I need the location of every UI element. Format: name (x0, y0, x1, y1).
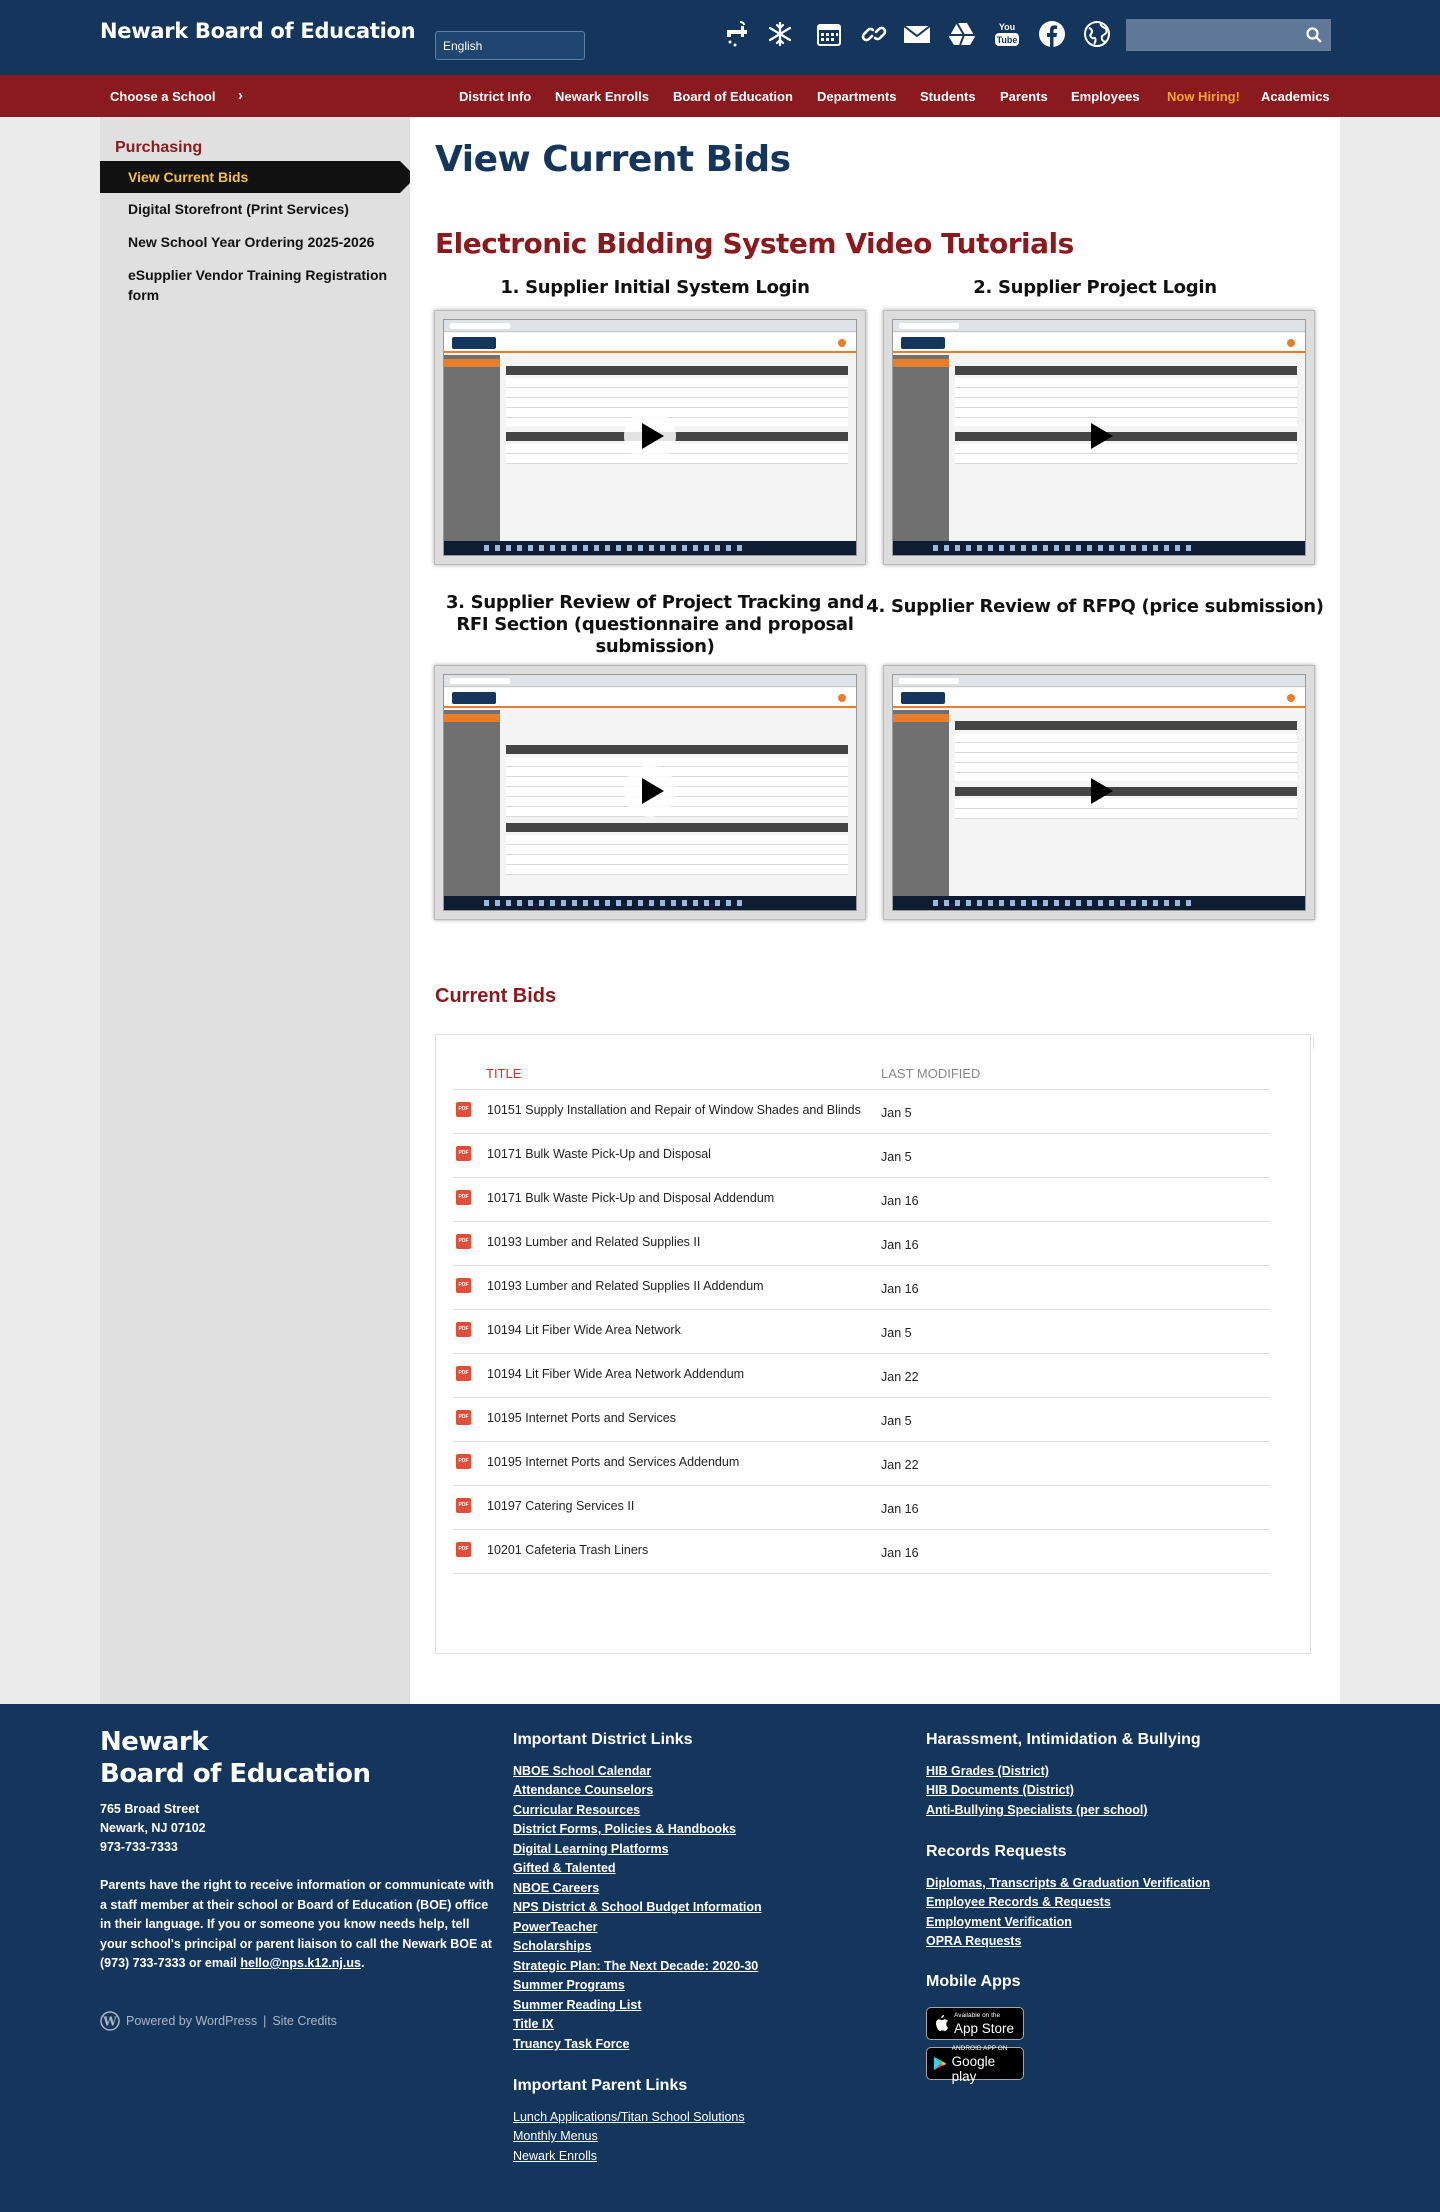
globe-icon[interactable] (1080, 17, 1114, 51)
footer-powered-by (100, 2011, 337, 2031)
footer-separator: | (263, 2014, 267, 2028)
app-store-badge[interactable] (926, 2007, 1024, 2040)
current-bids-heading: Current Bids (435, 985, 557, 1007)
nav-students[interactable]: Students (920, 89, 976, 104)
footer-link-attendance-counselors[interactable]: Attendance Counselors (513, 1783, 654, 1797)
play-icon[interactable] (1071, 408, 1127, 464)
footer-link-school-calendar[interactable]: NBOE School Calendar (513, 1764, 652, 1778)
play-icon[interactable] (622, 763, 678, 819)
footer-link-careers[interactable]: NBOE Careers (513, 1881, 600, 1895)
footer-language-notice: Parents have the right to receive information or communicate with a staff member at their school or Board of Education (BOE) office in their language. If you or someone you know needs help, tell your school's principal or parent liaison to call the Newark BOE at (973) 733-7333 or email hello@nps.k12.nj.us. (100, 1878, 494, 1970)
hib-heading: Harassment, Intimidation & Bullying (926, 1731, 1201, 1748)
bid-date: Jan 5 (881, 1326, 912, 1340)
table-row[interactable] (453, 1354, 1270, 1398)
sidebar (100, 117, 410, 1704)
footer-link-diplomas[interactable]: Diplomas, Transcripts & Graduation Verification (926, 1876, 1211, 1890)
footer-link-opra[interactable]: OPRA Requests (926, 1934, 1022, 1948)
play-icon[interactable] (622, 408, 678, 464)
bid-date: Jan 16 (881, 1194, 919, 1208)
sidebar-item-esupplier-training[interactable]: eSupplier Vendor Training Registration form (128, 267, 388, 303)
tutorials-heading: Electronic Bidding System Video Tutorials (435, 227, 1074, 260)
site-credits-link[interactable]: Site Credits (272, 2014, 337, 2028)
google-play-big-text: Google play (951, 2053, 996, 2084)
footer-link-monthly-menus[interactable]: Monthly Menus (513, 2129, 598, 2143)
language-select[interactable]: English (435, 31, 585, 60)
play-icon[interactable] (1071, 763, 1127, 819)
pdf-icon: PDF (456, 1234, 471, 1249)
bid-date: Jan 22 (881, 1370, 919, 1384)
bid-date: Jan 16 (881, 1502, 919, 1516)
footer-email-link[interactable]: hello@nps.k12.nj.us (240, 1956, 361, 1970)
google-drive-icon[interactable] (945, 17, 979, 51)
footer-link-curricular-resources[interactable]: Curricular Resources (513, 1803, 641, 1817)
table-row[interactable] (453, 1398, 1270, 1442)
footer-link-newark-enrolls[interactable]: Newark Enrolls (513, 2149, 598, 2163)
link-icon[interactable] (857, 17, 891, 51)
footer-link-hib-documents[interactable]: HIB Documents (District) (926, 1783, 1074, 1797)
bid-title-link[interactable]: 10171 Bulk Waste Pick-Up and Disposal (487, 1147, 711, 1161)
youtube-icon[interactable] (990, 17, 1024, 51)
footer-link-digital-learning[interactable]: Digital Learning Platforms (513, 1842, 669, 1856)
svg-text:Tube: Tube (996, 35, 1018, 45)
table-row[interactable] (453, 1134, 1270, 1178)
footer-link-district-forms[interactable]: District Forms, Policies & Handbooks (513, 1822, 736, 1836)
video-title-2: 2. Supplier Project Login (973, 277, 1217, 298)
table-row[interactable] (453, 1486, 1270, 1530)
records-heading: Records Requests (926, 1843, 1067, 1860)
column-header-last-modified[interactable]: LAST MODIFIED (881, 1066, 981, 1081)
footer-link-employment-verification[interactable]: Employment Verification (926, 1915, 1072, 1929)
footer-link-anti-bullying[interactable]: Anti-Bullying Specialists (per school) (926, 1803, 1148, 1817)
sidebar-item-view-current-bids[interactable]: View Current Bids (100, 161, 400, 193)
app-store-big-text: App Store (954, 2021, 1015, 2036)
district-links-heading: Important District Links (513, 1731, 693, 1748)
pdf-icon: PDF (456, 1278, 471, 1293)
mail-icon[interactable] (900, 17, 934, 51)
nav-board-of-education[interactable]: Board of Education (673, 89, 793, 104)
pdf-icon: PDF (456, 1102, 471, 1117)
apple-icon (933, 2014, 949, 2033)
google-play-icon (933, 2055, 947, 2072)
video-thumbnail (892, 319, 1306, 556)
snowflake-icon[interactable] (763, 17, 797, 51)
nav-departments[interactable]: Departments (817, 89, 897, 104)
footer-link-employee-records[interactable]: Employee Records & Requests (926, 1895, 1111, 1909)
google-play-badge[interactable] (926, 2044, 1024, 2084)
table-row[interactable] (453, 1090, 1270, 1134)
table-row[interactable] (453, 1178, 1270, 1222)
parent-links-heading: Important Parent Links (513, 2077, 688, 2094)
footer-link-truancy[interactable]: Truancy Task Force (513, 2037, 630, 2051)
main-nav (0, 75, 1440, 117)
bid-title-link[interactable]: 10195 Internet Ports and Services (487, 1411, 677, 1425)
table-row[interactable] (453, 1222, 1270, 1266)
site-logo[interactable]: Newark Board of Education (100, 19, 416, 43)
footer-phone: 973-733-7333 (100, 1840, 178, 1854)
video-player-3[interactable] (434, 665, 866, 920)
mobile-apps-heading: Mobile Apps (926, 1973, 1021, 1990)
table-row[interactable] (453, 1442, 1270, 1486)
nav-parents[interactable]: Parents (1000, 89, 1048, 104)
bid-title-link[interactable]: 10201 Cafeteria Trash Liners (487, 1543, 649, 1557)
app-store-small-text: Available on the (954, 2012, 1001, 2019)
bid-date: Jan 22 (881, 1458, 919, 1472)
wordpress-icon[interactable] (100, 2011, 120, 2031)
chevron-right-icon[interactable]: › (238, 87, 243, 104)
nav-newark-enrolls[interactable]: Newark Enrolls (555, 89, 649, 104)
footer-link-title-ix[interactable]: Title IX (513, 2017, 554, 2031)
sidebar-item-digital-storefront[interactable]: Digital Storefront (Print Services) (128, 201, 349, 217)
video-thumbnail (443, 674, 857, 911)
nav-now-hiring[interactable]: Now Hiring! (1167, 89, 1240, 104)
bid-title-link[interactable]: 10193 Lumber and Related Supplies II Addendum (487, 1279, 764, 1293)
bid-date: Jan 5 (881, 1106, 912, 1120)
pdf-icon: PDF (456, 1366, 471, 1381)
pdf-icon: PDF (456, 1146, 471, 1161)
nav-district-info[interactable]: District Info (459, 89, 532, 104)
footer-logo[interactable] (100, 1726, 371, 1790)
footer-link-budget[interactable]: NPS District & School Budget Information (513, 1900, 762, 1914)
sidebar-item-new-school-year-ordering[interactable]: New School Year Ordering 2025-2026 (128, 234, 375, 250)
bid-date: Jan 16 (881, 1282, 919, 1296)
table-row[interactable] (453, 1310, 1270, 1354)
bid-title-link[interactable]: 10151 Supply Installation and Repair of Window Shades and Blinds (487, 1103, 861, 1117)
powered-by-wordpress-link[interactable]: Powered by WordPress (126, 2014, 258, 2028)
bid-title-link[interactable]: 10197 Catering Services II (487, 1499, 635, 1513)
choose-school-button[interactable]: Choose a School (110, 89, 216, 104)
pdf-icon: PDF (456, 1410, 471, 1425)
pdf-icon: PDF (456, 1498, 471, 1513)
video-player-1[interactable] (434, 310, 866, 565)
footer-address-street: 765 Broad Street (100, 1802, 200, 1816)
column-header-title[interactable]: TITLE (486, 1066, 522, 1081)
bid-title-link[interactable]: 10194 Lit Fiber Wide Area Network (487, 1323, 681, 1337)
video-title-3: 3. Supplier Review of Project Tracking and RFI Section (questionnaire and proposal submission) (445, 592, 865, 657)
footer-link-scholarships[interactable]: Scholarships (513, 1939, 592, 1953)
search-icon[interactable] (1297, 19, 1331, 51)
bid-date: Jan 5 (881, 1414, 912, 1428)
calendar-icon[interactable] (812, 17, 846, 51)
bid-date: Jan 5 (881, 1150, 912, 1164)
video-thumbnail (443, 319, 857, 556)
nav-academics[interactable]: Academics (1261, 89, 1330, 104)
footer-logo-line1: Newark (100, 1727, 209, 1757)
bid-date: Jan 16 (881, 1546, 919, 1560)
bid-title-link[interactable]: 10195 Internet Ports and Services Addendum (487, 1455, 740, 1469)
video-player-2[interactable] (883, 310, 1315, 565)
nav-employees[interactable]: Employees (1071, 89, 1140, 104)
footer-link-summer-programs[interactable]: Summer Programs (513, 1978, 625, 1992)
pdf-icon: PDF (456, 1190, 471, 1205)
table-row[interactable] (453, 1266, 1270, 1310)
footer-notice-text: Parents have the right to receive information or communicate with a staff member at their school or Board of Education (BOE) office in their language. If you or someone you know needs help, tell your school's principal or parent liaison to call the Newark BOE at (973) 733-7333 or email (100, 1878, 494, 1970)
pdf-icon: PDF (456, 1322, 471, 1337)
footer-link-lunch-applications[interactable]: Lunch Applications/Titan School Solutions (513, 2110, 745, 2124)
svg-text:You: You (998, 22, 1016, 32)
svg-text:W: W (103, 2014, 117, 2029)
pdf-icon: PDF (456, 1454, 471, 1469)
footer-link-powerteacher[interactable]: PowerTeacher (513, 1920, 598, 1934)
bid-date: Jan 16 (881, 1238, 919, 1252)
page-title: View Current Bids (435, 139, 791, 180)
footer-logo-line2: Board of Education (100, 1759, 371, 1789)
footer-link-strategic-plan[interactable]: Strategic Plan: The Next Decade: 2020-30 (513, 1959, 759, 1973)
facebook-icon[interactable] (1035, 17, 1069, 51)
bid-title-link[interactable]: 10194 Lit Fiber Wide Area Network Addendum (487, 1367, 745, 1381)
table-row[interactable] (453, 1530, 1270, 1574)
footer-link-summer-reading[interactable]: Summer Reading List (513, 1998, 642, 2012)
footer-link-hib-grades[interactable]: HIB Grades (District) (926, 1764, 1049, 1778)
water-fountain-icon[interactable] (720, 17, 754, 51)
video-title-4: 4. Supplier Review of RFPQ (price submission) (866, 596, 1324, 617)
sidebar-heading[interactable]: Purchasing (115, 139, 203, 156)
footer-link-gifted-talented[interactable]: Gifted & Talented (513, 1861, 616, 1875)
bid-title-link[interactable]: 10193 Lumber and Related Supplies II (487, 1235, 701, 1249)
google-play-small-text: ANDROID APP ON (951, 2044, 1008, 2052)
footer-address-city: Newark, NJ 07102 (100, 1821, 206, 1835)
video-thumbnail (892, 674, 1306, 911)
bid-title-link[interactable]: 10171 Bulk Waste Pick-Up and Disposal Addendum (487, 1191, 775, 1205)
video-player-4[interactable] (883, 665, 1315, 920)
video-title-1: 1. Supplier Initial System Login (500, 277, 810, 298)
pdf-icon: PDF (456, 1542, 471, 1557)
